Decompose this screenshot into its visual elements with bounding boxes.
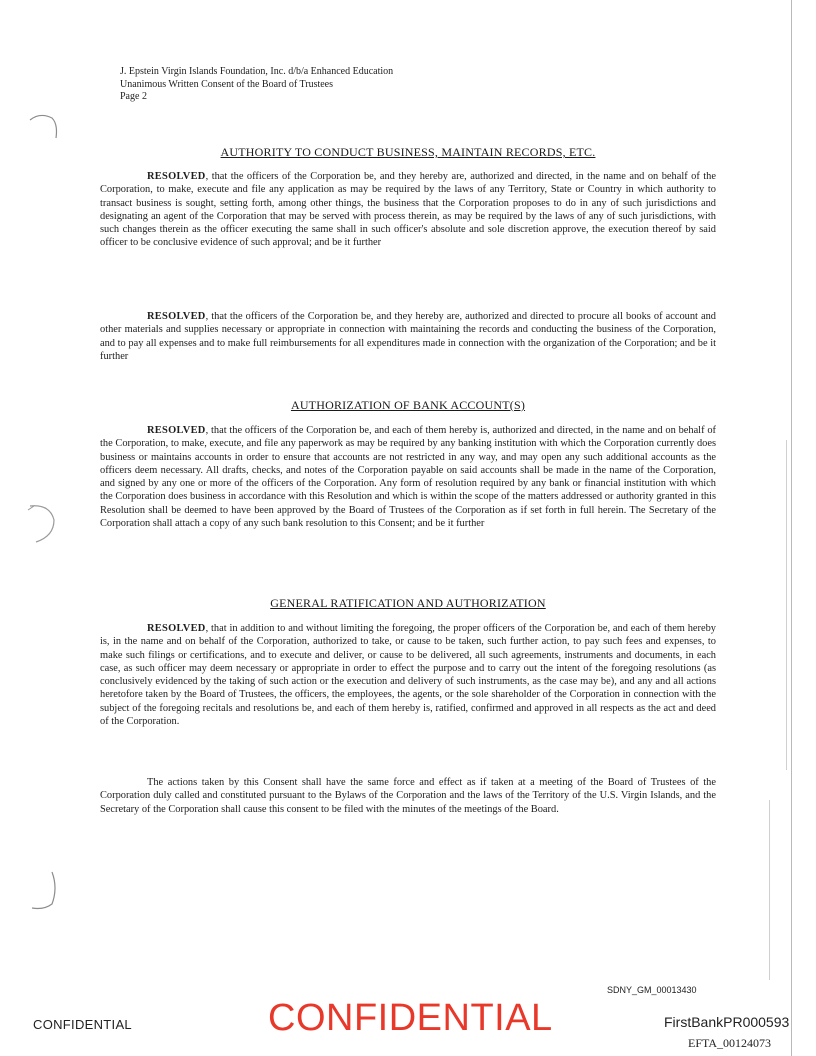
bates-number-efta: EFTA_00124073 [688,1036,772,1050]
bates-number-firstbank: FirstBankPR000593 [664,1014,790,1030]
section-title: AUTHORITY TO CONDUCT BUSINESS, MAINTAIN RECORDS, ETC. [220,145,596,159]
paragraph-text: , that the officers of the Corporation be, and each of them hereby is, authorized and directed, in the name and on behalf of the Corporation, to make, execute, and file any paperwork as may be required by any banking institution with which the Corporation currently does business or maintains accounts in order to ensure that accounts are not restricted in any way, and may open any such additional accounts as the officers deem necessary. All drafts, checks, and notes of the Corporation payable on said accounts shall be made in the name of the Corporation, and signed by any one or more of the officers of the Corporation. Any form of resolution required by any bank or financial institution with which the Corporation does business in accordance with this Resolution and which is within the scope of the matters addressed or authority granted in this Resolution shall be deemed to have been approved by the Board of Trustees of the Corporation as if set forth in full herein. The Secretary of the Corporation shall attach a copy of any such bank resolution to this Consent; and be it further [100,425,716,529]
paragraph-text: , that the officers of the Corporation be, and they hereby are, authorized and directed to procure all books of account and other materials and supplies necessary or appropriate in connection with maintaining the records and conducting the business of the Corporation, and to pay all expenses and to make full reimbursements for all expenditures made in connection with the organization of the Corporation; and be it further [100,311,716,362]
resolved-label: RESOLVED [147,171,206,182]
document-header [120,66,393,104]
resolved-label: RESOLVED [147,623,206,634]
scan-edge-line [786,440,787,770]
bates-number-sdny: SDNY_GM_00013430 [607,985,697,995]
punch-hole-mark [22,868,62,918]
resolution-paragraph [100,170,716,250]
header-document-title: Unanimous Written Consent of the Board of Trustees [120,78,334,90]
resolution-paragraph [100,424,716,530]
resolution-paragraph [100,310,716,363]
resolved-label: RESOLVED [147,425,206,436]
punch-hole-mark [26,110,66,150]
paragraph-text: The actions taken by this Consent shall have the same force and effect as if taken at a meeting of the Board of Trustees of the Corporation duly called and constituted pursuant to the Bylaws of the Corporation and the laws of the Territory of the U.S. Virgin Islands, and the Secretary of the Corporation shall cause this consent to be filed with the minutes of the meetings of the Board. [100,777,716,815]
paragraph-text: , that in addition to and without limiting the foregoing, the proper officers of the Corporation be, and each of them hereby is, in the name and on behalf of the Corporation, authorized to take, or cause to be taken, such further action, to pay such fees and expenses, to make such filings or certifications, and to execute and deliver, or cause to be delivered, all such agreements, instruments and documents, in each case, as such officer may deem necessary or appropriate in order to effect the purpose and to carry out the intent of the foregoing resolutions (as conclusively evidenced by the taking of such action or the execution and delivery of such instruments, as the case may be), and any and all actions heretofore taken by the Board of Trustees, the officers, the employees, the agents, or the sole shareholder of the Corporation in connection with the subject of the foregoing recitals and resolutions be, and each of them hereby is, ratified, confirmed and approved in all respects as the act and deed of the Corporation. [100,623,716,727]
scan-edge-line [769,800,770,980]
section-title: GENERAL RATIFICATION AND AUTHORIZATION [270,596,546,610]
confidential-stamp: CONFIDENTIAL [268,997,553,1039]
paragraph-text: , that the officers of the Corporation be, and they hereby are, authorized and directed, in the name and on behalf of the Corporation, to make, execute and file any application as may be required by the laws of any Territory, State or Country in which authority to transact business is sought, setting forth, among other things, the business that the Corporation proposes to do in any of such jurisdictions and designating an agent of the Corporation that may be served with process therein, as may be required by the laws of any of such jurisdictions, with such changes therein as the officer executing the same shall in such officer's absolute and sole discretion approve, the execution thereof by said officer to be conclusive evidence of such approval; and be it further [100,171,716,249]
header-organization: J. Epstein Virgin Islands Foundation, Inc. d/b/a Enhanced Education [120,66,394,77]
scan-edge-line [791,0,792,1056]
confidential-footer-label: CONFIDENTIAL [33,1017,132,1032]
resolution-paragraph [100,622,716,728]
closing-paragraph [100,776,716,816]
punch-hole-mark [24,500,64,550]
header-page-number: Page 2 [120,91,147,102]
section-title: AUTHORIZATION OF BANK ACCOUNT(S) [290,398,526,412]
resolved-label: RESOLVED [147,311,206,322]
